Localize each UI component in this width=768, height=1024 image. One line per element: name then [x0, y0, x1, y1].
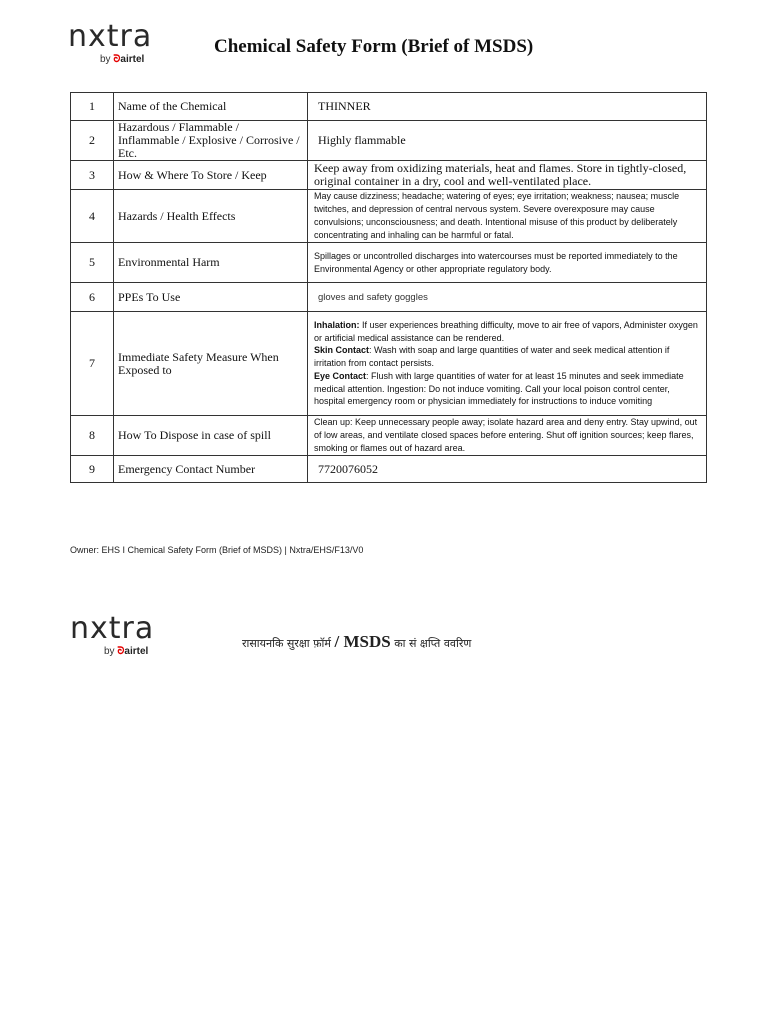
inhalation-text: If user experiences breathing difficulty, move to air free of vapors, Administer oxygen or artificial medical assistance can be rendered. [314, 319, 698, 343]
hindi-page-title [242, 632, 471, 652]
logo-wordmark: nxtra [68, 19, 153, 54]
row-number: 2 [71, 121, 114, 161]
page-title: Chemical Safety Form (Brief of MSDS) [214, 36, 534, 57]
logo-wordmark: nxtra [70, 611, 155, 646]
row-number: 4 [71, 190, 114, 243]
row-value: Clean up: Keep unnecessary people away; isolate hazard area and deny entry. Stay upwind, out of low areas, and ventilate closed spaces before entering. Shut off ignition sources; keep flares, smoking or flames out of hazard area. [308, 416, 707, 456]
row-label: Hazardous / Flammable / Inflammable / Explosive / Corrosive / Etc. [114, 121, 308, 161]
row-label: PPEs To Use [114, 283, 308, 312]
hindi-title-msds: / MSDS [334, 632, 391, 651]
env-harm-line-1: Spillages or uncontrolled discharges into watercourses must be reported immediately to the [314, 250, 678, 261]
row-value: Keep away from oxidizing materials, heat and flames. Store in tightly-closed, original container in a dry, cool and well-ventilated place. [308, 161, 707, 190]
skin-contact-label: Skin Contact [314, 345, 370, 356]
row-value: May cause dizziness; headache; watering of eyes; eye irritation; weakness; nausea; muscle twitches, and depression of central nervous system. Severe overexposure may cause convulsions; unconsciousness; and death. Intentional misuse of this product by deliberately concentrating and inhaling can be harmful or fatal. [308, 190, 707, 243]
row-number: 6 [71, 283, 114, 312]
row-label: Environmental Harm [114, 243, 308, 283]
skin-contact-text: : Wash with soap and large quantities of water and seek medical attention if irritation from contact persists. [314, 345, 670, 369]
table-row [71, 456, 707, 483]
row-number: 7 [71, 312, 114, 416]
row-label: Name of the Chemical [114, 93, 308, 121]
row-value: THINNER [308, 93, 707, 121]
table-row [71, 93, 707, 121]
airtel-icon: ᘐ [113, 54, 121, 65]
hindi-title-part-2: का सं क्षप्ति ववरिण [390, 637, 472, 650]
table-row [71, 243, 707, 283]
row-number: 3 [71, 161, 114, 190]
table-row [71, 283, 707, 312]
hindi-title-part-1: रासायनकि सुरक्षा फ़ॉर्म [242, 637, 335, 650]
row-value: 7720076052 [308, 456, 707, 483]
table-row [71, 312, 707, 416]
row-value: Highly flammable [308, 121, 707, 161]
row-number: 8 [71, 416, 114, 456]
logo-brand-text: airtel [120, 54, 145, 65]
nxtra-logo [68, 19, 168, 66]
owner-footer: Owner: EHS I Chemical Safety Form (Brief of MSDS) | Nxtra/EHS/F13/V0 [70, 545, 364, 555]
table-row [71, 190, 707, 243]
logo-by-text: by [100, 54, 111, 65]
row-label: How & Where To Store / Keep [114, 161, 308, 190]
row-value [308, 243, 707, 283]
row-label: Emergency Contact Number [114, 456, 308, 483]
row-label: How To Dispose in case of spill [114, 416, 308, 456]
logo-by-text: by [104, 646, 115, 657]
row-label: Immediate Safety Measure When Exposed to [114, 312, 308, 416]
eye-contact-label: Eye Contact [314, 370, 367, 381]
eye-contact-text: : Flush with large quantities of water for at least 15 minutes and seek immediate medical attention. Ingestion: Do not induce vomiting. Call your local poison control center, hospital emergency room or physician immediately for instructions to induce vomiting [314, 370, 684, 407]
row-number: 9 [71, 456, 114, 483]
logo-byline [100, 54, 144, 65]
logo-byline [104, 646, 148, 657]
nxtra-logo-second [70, 611, 170, 660]
row-number: 1 [71, 93, 114, 121]
airtel-icon: ᘐ [117, 646, 125, 657]
logo-brand-text: airtel [124, 646, 149, 657]
table-row [71, 161, 707, 190]
inhalation-label: Inhalation: [314, 319, 360, 330]
row-number: 5 [71, 243, 114, 283]
table-row [71, 416, 707, 456]
msds-table [70, 92, 707, 483]
row-value [308, 312, 707, 416]
table-row [71, 121, 707, 161]
row-label: Hazards / Health Effects [114, 190, 308, 243]
row-value: gloves and safety goggles [308, 283, 707, 312]
env-harm-line-2: Environmental Agency or other appropriate regulatory body. [314, 263, 552, 274]
